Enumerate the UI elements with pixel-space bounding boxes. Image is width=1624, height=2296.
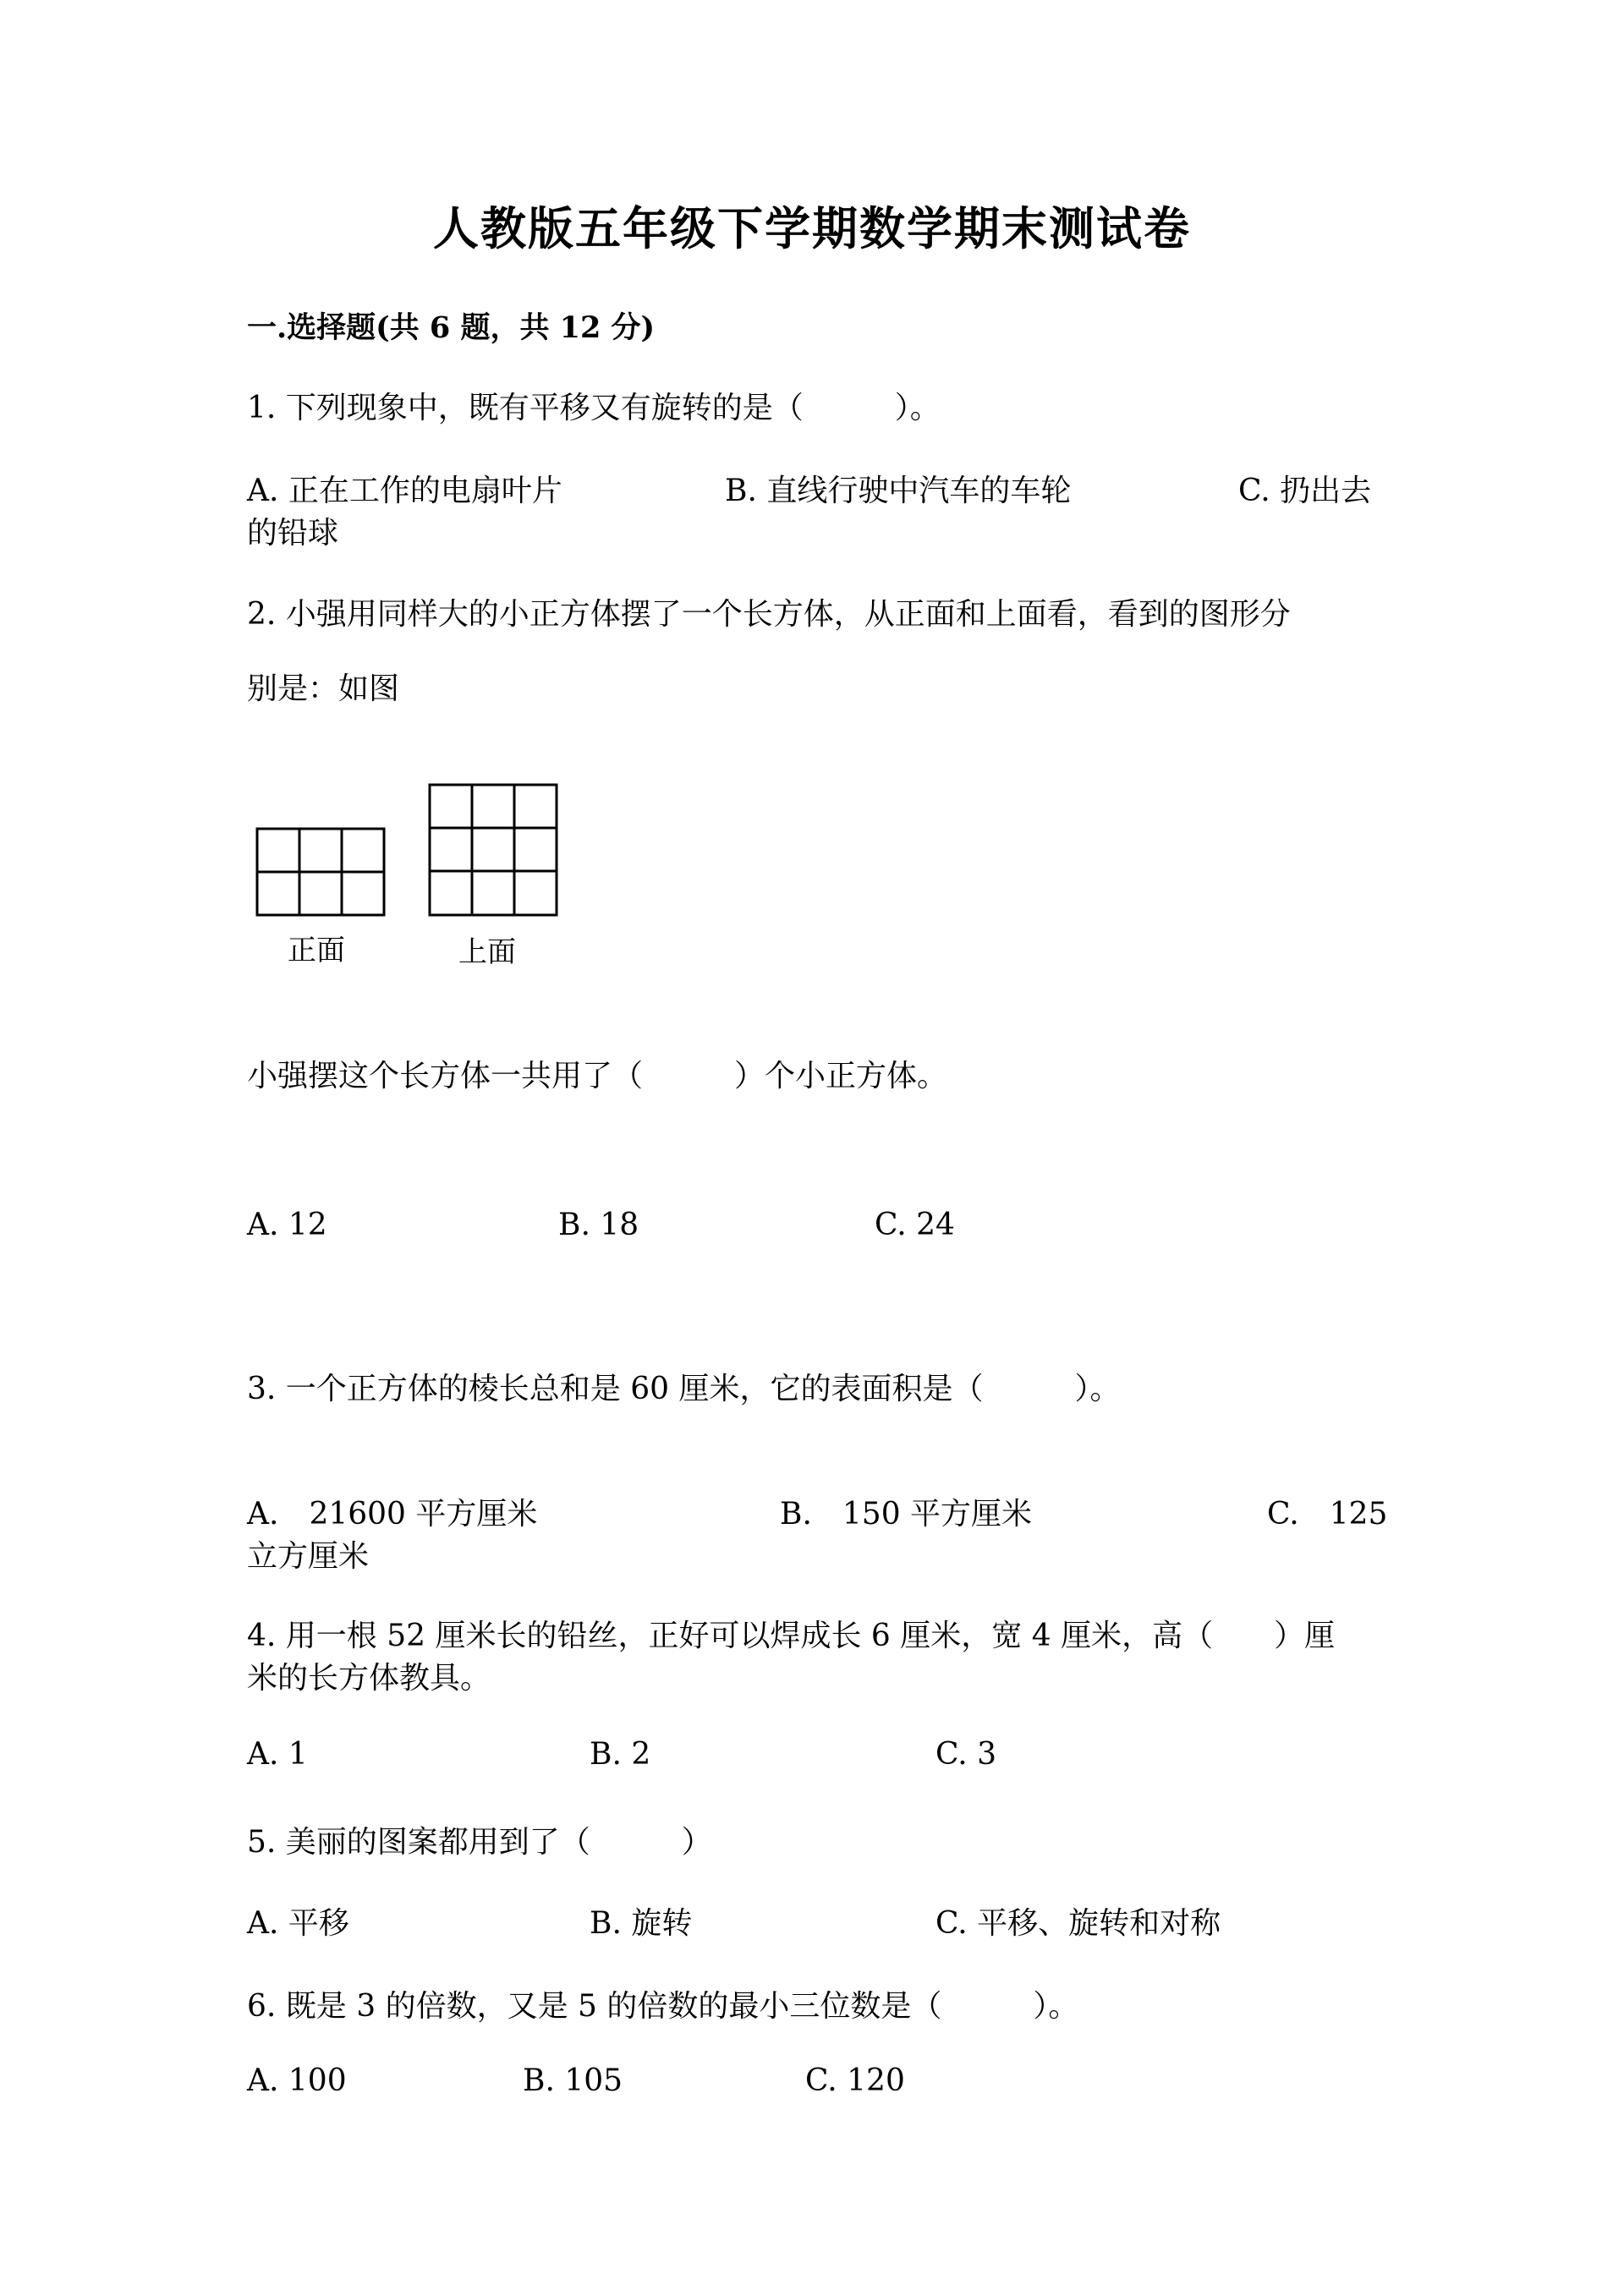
question-2-option-b: B. 18 bbox=[558, 1208, 639, 1242]
question-5-option-a: A. 平移 bbox=[247, 1906, 349, 1941]
question-3-option-c-wrap: 立方厘米 bbox=[247, 1539, 370, 1574]
question-1-stem: 1. 下列现象中，既有平移又有旋转的是（ ）。 bbox=[247, 391, 941, 425]
question-3-option-a: A. 21600 平方厘米 bbox=[247, 1497, 538, 1532]
question-5-stem: 5. 美丽的图案都用到了（ ） bbox=[247, 1825, 712, 1860]
question-6-option-a: A. 100 bbox=[247, 2063, 347, 2098]
question-6-stem: 6. 既是 3 的倍数，又是 5 的倍数的最小三位数是（ ）。 bbox=[247, 1989, 1079, 2024]
question-3-stem: 3. 一个正方体的棱长总和是 60 厘米，它的表面积是（ ）。 bbox=[247, 1372, 1121, 1406]
front-view-grid bbox=[257, 829, 384, 915]
section-heading: 一.选择题(共 6 题，共 12 分) bbox=[247, 310, 656, 345]
question-5-option-b: B. 旋转 bbox=[590, 1906, 693, 1941]
question-2-option-c: C. 24 bbox=[875, 1208, 955, 1242]
page-title: 人教版五年级下学期数学期末测试卷 bbox=[433, 201, 1191, 255]
question-2-option-a: A. 12 bbox=[247, 1208, 327, 1242]
question-2-figure bbox=[250, 778, 572, 922]
question-6-option-c: C. 120 bbox=[805, 2063, 905, 2098]
question-4-option-a: A. 1 bbox=[247, 1737, 308, 1772]
question-5-option-c: C. 平移、旋转和对称 bbox=[935, 1906, 1221, 1941]
top-view-grid bbox=[430, 785, 557, 915]
question-4-stem-line-2: 米的长方体教具。 bbox=[247, 1661, 491, 1696]
front-view-label: 正面 bbox=[288, 934, 345, 967]
question-6-option-b: B. 105 bbox=[523, 2063, 623, 2098]
question-1-option-a: A. 正在工作的电扇叶片 bbox=[247, 474, 562, 508]
question-4-option-b: B. 2 bbox=[590, 1737, 651, 1772]
question-2-stem-line-1: 2. 小强用同样大的小正方体摆了一个长方体，从正面和上面看，看到的图形分 bbox=[247, 597, 1291, 632]
question-2-stem-line-2: 别是：如图 bbox=[247, 671, 400, 706]
question-3-option-c: C. 125 bbox=[1267, 1497, 1388, 1532]
question-1-option-b: B. 直线行驶中汽车的车轮 bbox=[725, 474, 1072, 508]
question-4-option-c: C. 3 bbox=[935, 1737, 997, 1772]
question-1-option-c: C. 扔出去 bbox=[1238, 474, 1372, 508]
question-1-option-c-wrap: 的铅球 bbox=[247, 516, 339, 551]
top-view-label: 上面 bbox=[458, 935, 516, 969]
question-4-stem-line-1: 4. 用一根 52 厘米长的铅丝，正好可以焊成长 6 厘米，宽 4 厘米，高（ ）厘 bbox=[247, 1619, 1336, 1653]
question-3-option-b: B. 150 平方厘米 bbox=[780, 1497, 1033, 1532]
question-2-sub-stem: 小强摆这个长方体一共用了（ ）个小正方体。 bbox=[247, 1059, 948, 1093]
